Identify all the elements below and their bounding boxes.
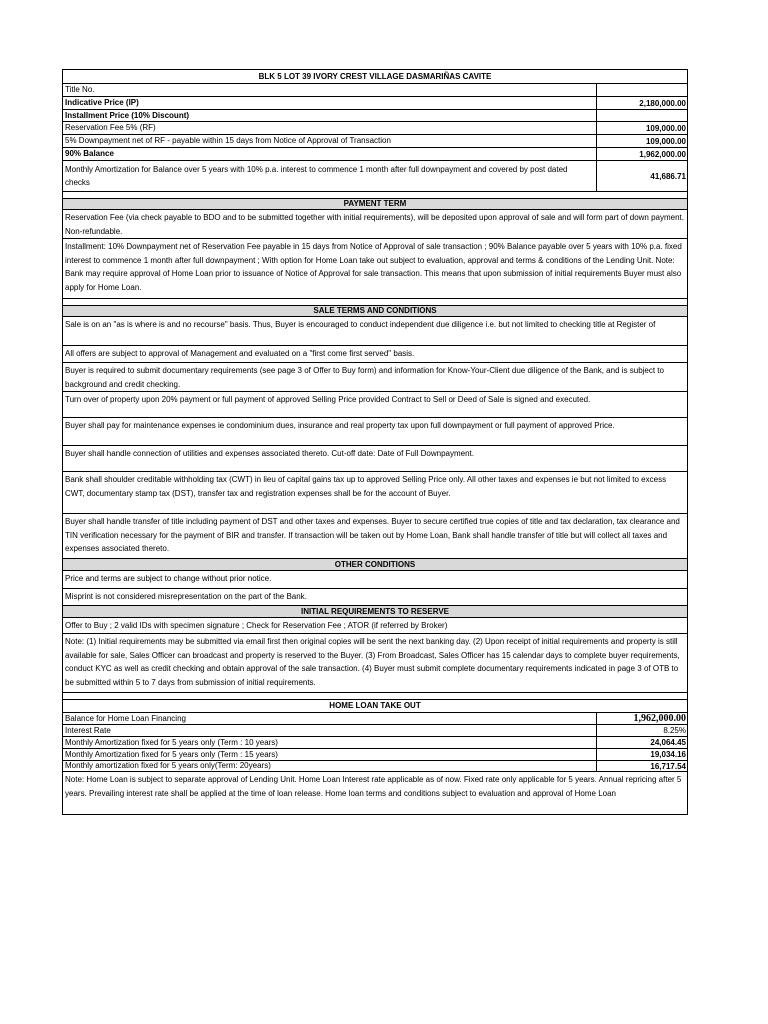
price-label: 5% Downpayment net of RF - payable within 15 days from Notice of Approval of Transaction: [65, 136, 391, 146]
loan-label: Balance for Home Loan Financing: [65, 713, 186, 723]
section-header-payment-term: [63, 199, 687, 210]
loan-value: 8.25%: [596, 725, 687, 736]
price-row-reservation: [63, 122, 687, 135]
price-label: Indicative Price (IP): [65, 98, 139, 108]
loan-value: 1,962,000.00: [596, 713, 687, 724]
paragraph: Turn over of property upon 20% payment or full payment of approved Selling Price provided Contract to Sell or Deed of Sale is signed and executed.: [65, 395, 591, 404]
paragraph: Price and terms are subject to change without prior notice.: [65, 574, 272, 583]
payment-term-item: [63, 210, 687, 239]
price-value: 109,000.00: [596, 135, 687, 147]
loan-value: 24,064.45: [596, 737, 687, 748]
price-value: 41,686.71: [596, 161, 687, 191]
section-header-initial-requirements: [63, 606, 687, 618]
payment-term-item: [63, 239, 687, 299]
sale-term-item: [63, 317, 687, 346]
section-title: INITIAL REQUIREMENTS TO RESERVE: [63, 606, 687, 617]
price-label: Monthly Amortization for Balance over 5 years with 10% p.a. interest to commence 1 month after full downpayment and covered by post dated checks: [65, 164, 568, 187]
price-value: [596, 84, 687, 96]
price-row-balance: [63, 148, 687, 161]
paragraph: Buyer shall handle connection of utilities and expenses associated thereto. Cut-off date: Date of Full Downpayment.: [65, 449, 474, 458]
home-loan-row: [63, 761, 687, 772]
sale-term-item: [63, 363, 687, 392]
paragraph: Buyer is required to submit documentary requirements (see page 3 of Offer to Buy form) and information for Know-Your-Client due diligence of the Bank, and is subject to background and credit checking.: [65, 366, 664, 389]
section-header-other-conditions: [63, 559, 687, 571]
other-condition-item: [63, 571, 687, 589]
sale-term-item: [63, 346, 687, 363]
paragraph: Offer to Buy ; 2 valid IDs with specimen signature ; Check for Reservation Fee ; ATOR (if referred by Broker): [65, 621, 448, 630]
loan-label: Monthly Amortization fixed for 5 years only (Term : 10 years): [65, 737, 278, 747]
sale-term-item: [63, 446, 687, 472]
paragraph: Sale is on an "as is where is and no recourse" basis. Thus, Buyer is encouraged to conduct independent due diligence i.e. but not limited to checking title at Register of: [65, 320, 656, 329]
home-loan-note: Note: Home Loan is subject to separate approval of Lending Unit. Home Loan Interest rate applicable as of now. Fixed rate only applicable for 5 years. Annual repricing after 5 years. Prevailing interest rate shall be applied at the time of loan release. Home loan terms and conditions subject to evaluation and approval of Home Loan: [65, 775, 682, 798]
loan-label: Monthly Amortization fixed for 5 years only (Term : 15 years): [65, 749, 278, 759]
section-header-sale-terms: [63, 306, 687, 317]
paragraph: Note: (1) Initial requirements may be submitted via email first then original copies will be sent the next banking day. (2) Upon receipt of initial requirements and property is still available for sale, Sales Officer can broadcast and property is reserved to the Buyer. (3) From Broadcast, Sales Officer has 15 calendar days to complete buyer requirements, conduct KYC as well as credit checking and obtain approval of the sale transaction. (4) Buyer must submit complete documentary requirements indicated in page 3 of OTB to be submitted within 5 to 7 days from submission of initial requirements.: [65, 637, 680, 687]
price-row-title-no: [63, 84, 687, 97]
initial-requirement-item: [63, 634, 687, 693]
loan-label: Monthly amortization fixed for 5 years only(Term: 20years): [65, 761, 271, 771]
paragraph: Buyer shall pay for maintenance expenses ie condominium dues, insurance and real property tax upon full downpayment or full payment of approved Price.: [65, 421, 615, 430]
loan-value: 19,034.16: [596, 749, 687, 760]
sale-term-item: [63, 392, 687, 418]
offer-sheet: [62, 69, 688, 815]
home-loan-note-row: [63, 772, 687, 814]
section-title: SALE TERMS AND CONDITIONS: [63, 306, 687, 316]
paragraph: Bank shall shoulder creditable withholding tax (CWT) in lieu of capital gains tax up to approved Selling Price only. All other taxes and expenses ie but not limited to excess CWT, documentary stamp tax (DST), transfer tax and registration expenses shall be for the account of Buyer.: [65, 475, 667, 498]
section-title: OTHER CONDITIONS: [63, 559, 687, 570]
paragraph: Reservation Fee (via check payable to BDO and to be submitted together with initial requirements), will be deposited upon approval of sale and will form part of down payment. Non-refundable.: [65, 213, 684, 236]
price-label: Installment Price (10% Discount): [65, 110, 190, 120]
section-title: PAYMENT TERM: [63, 199, 687, 209]
price-label: Title No.: [65, 85, 95, 95]
other-condition-item: [63, 589, 687, 606]
loan-value: 16,717.54: [596, 761, 687, 771]
paragraph: Buyer shall handle transfer of title including payment of DST and other taxes and expenses. Buyer to secure certified true copies of title and tax declaration, tax clearance and TIN verification necessary for the payment of BIR and transfer. If transaction will be taken out by Home Loan, Bank shall handle transfer of title but will collect all taxes and expenses associated thereto.: [65, 517, 680, 554]
home-loan-row: [63, 713, 687, 725]
price-row-installment: [63, 110, 687, 122]
price-label: Reservation Fee 5% (RF): [65, 123, 156, 133]
property-title: BLK 5 LOT 39 IVORY CREST VILLAGE DASMARIÑAS CAVITE: [63, 70, 687, 83]
sale-term-item: [63, 472, 687, 514]
price-value: 2,180,000.00: [596, 97, 687, 109]
price-value: [596, 110, 687, 121]
initial-requirement-item: [63, 618, 687, 634]
price-label: 90% Balance: [65, 149, 114, 159]
price-row-downpayment: [63, 135, 687, 148]
price-value: 109,000.00: [596, 122, 687, 134]
property-title-row: [63, 70, 687, 84]
paragraph: Installment: 10% Downpayment net of Reservation Fee payable in 15 days from Notice of Approval of sale transaction ; 90% Balance payable over 5 years with 10% p.a. fixed interest to commence 1 month after full downpayment ; With option for Home Loan take out subject to evaluation, approval and terms & conditions of the Lending Unit. Note: Bank may require approval of Home Loan prior to issuance of Notice of Approval for sale transaction. This means that upon submission of initial requirements Buyer must also apply for Home Loan.: [65, 242, 682, 292]
price-row-monthly: [63, 161, 687, 192]
sale-term-item: [63, 514, 687, 559]
loan-label: Interest Rate: [65, 725, 111, 735]
price-value: 1,962,000.00: [596, 148, 687, 160]
section-title: HOME LOAN TAKE OUT: [63, 700, 687, 712]
sale-term-item: [63, 418, 687, 446]
paragraph: All offers are subject to approval of Management and evaluated on a "first come first served" basis.: [65, 349, 415, 358]
paragraph: Misprint is not considered misrepresentation on the part of the Bank.: [65, 592, 307, 601]
